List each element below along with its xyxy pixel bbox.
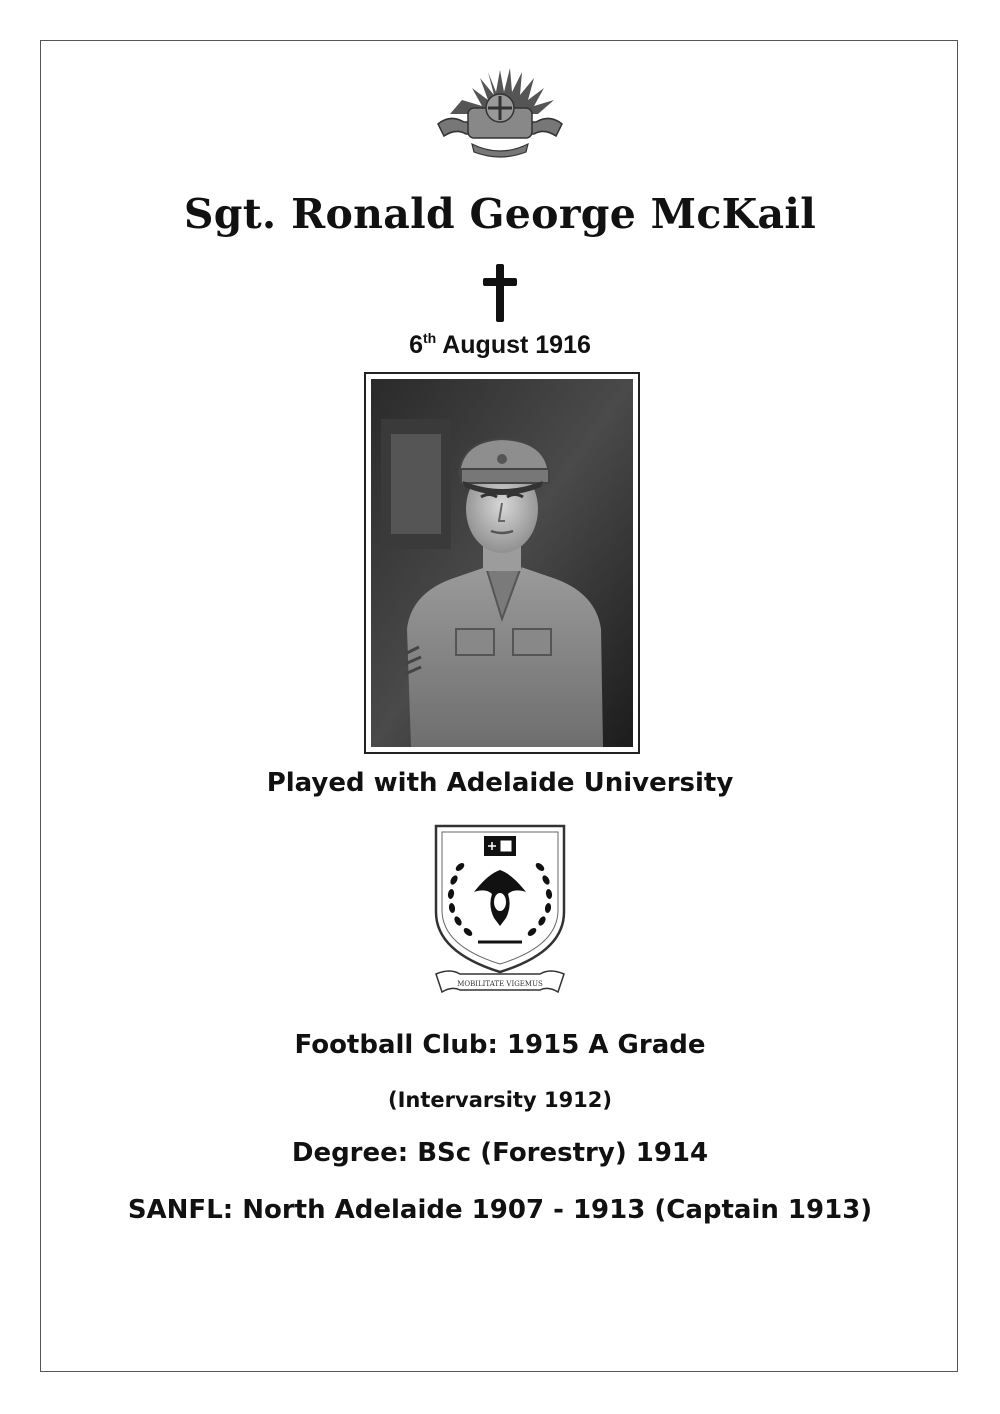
intervarsity-line: (Intervarsity 1912) bbox=[388, 1088, 612, 1112]
death-date-suffix: th bbox=[423, 330, 437, 346]
crest-motto: MOBILITATE VIGEMUS bbox=[457, 980, 543, 988]
cross-icon bbox=[480, 262, 520, 324]
portrait-frame bbox=[364, 372, 640, 754]
death-date-day: 6 bbox=[409, 331, 423, 359]
football-club-line: Football Club: 1915 A Grade bbox=[294, 1030, 706, 1060]
played-with-text: Played with Adelaide University bbox=[266, 768, 734, 798]
rising-sun-badge-icon bbox=[430, 62, 570, 162]
university-crest-icon bbox=[430, 822, 570, 1002]
page-title: Sgt. Ronald George McKail bbox=[183, 190, 817, 238]
sanfl-line: SANFL: North Adelaide 1907 - 1913 (Captain 1913) bbox=[127, 1195, 873, 1225]
death-date-rest: August 1916 bbox=[436, 331, 591, 359]
portrait-photo bbox=[371, 379, 633, 747]
death-date bbox=[0, 330, 1000, 360]
degree-line: Degree: BSc (Forestry) 1914 bbox=[291, 1138, 709, 1168]
